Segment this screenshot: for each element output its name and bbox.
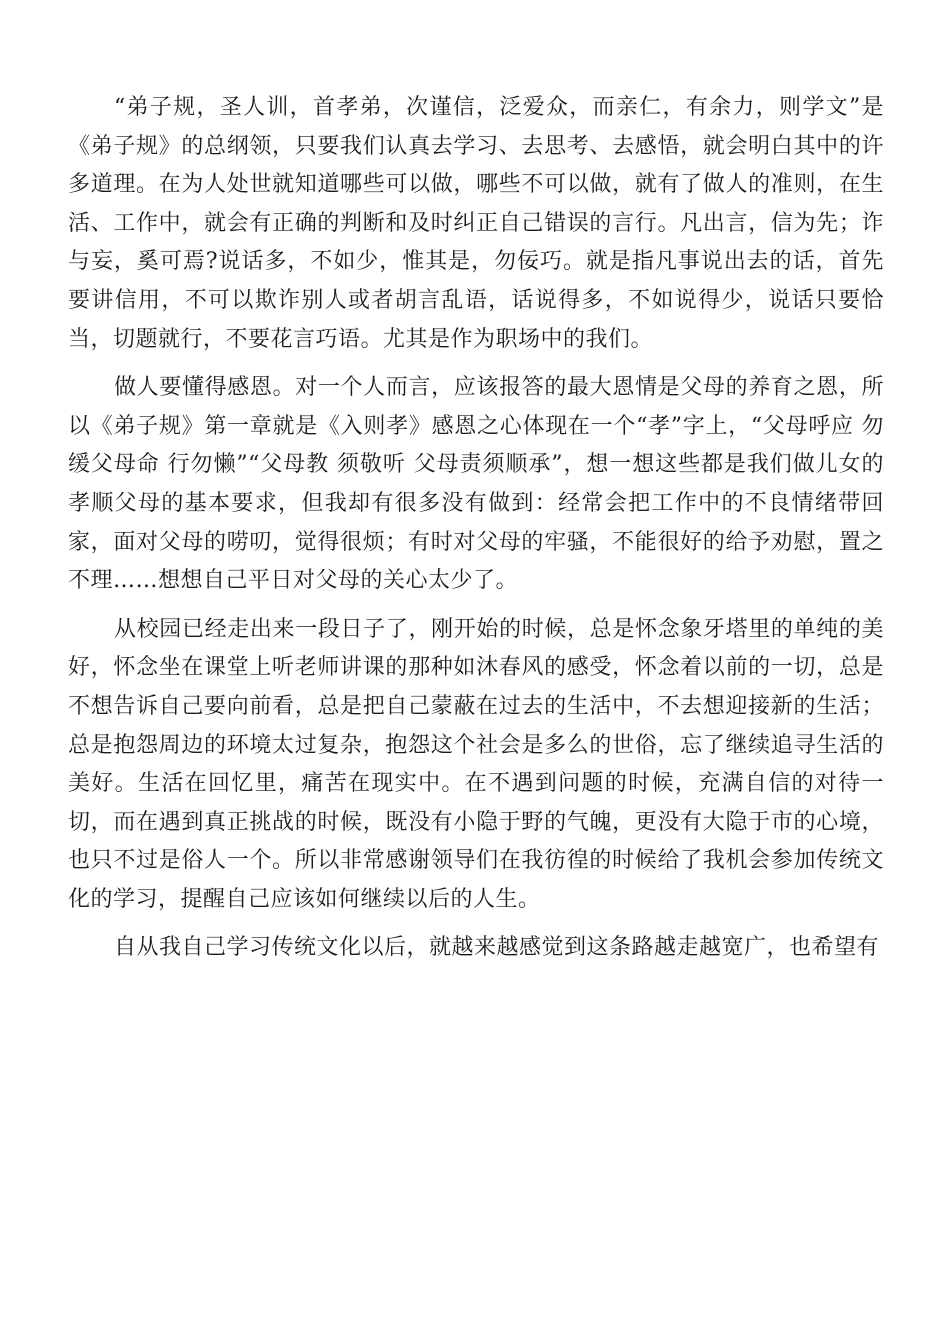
paragraph-4: 自从我自己学习传统文化以后，就越来越感觉到这条路越走越宽广，也希望有 [114,935,880,961]
paragraph-3: 从校园已经走出来一段日子了，刚开始的时候，总是怀念象牙塔里的单纯的美好，怀念坐在课堂上听老师讲课的那种如沐春风的感受，怀念着以前的一切，总是不想告诉自己要向前看，总是把自己蒙蔽在过去的生活中，不去想迎接新的生活；总是抱怨周边的环境太过复杂，抱怨这个社会是多么的世俗，忘了继续追寻生活的美好。生活在回忆里，痛苦在现实中。在不遇到问题的时候，充满自信的对待一切，而在遇到真正挑战的时候，既没有小隐于野的气魄，更没有大隐于市的心境，也只不过是俗人一个。所以非常感谢领导们在我彷徨的时候给了我机会参加传统文化的学习，提醒自己应该如何继续以后的人生。 [68,616,884,912]
paragraph-2: 做人要懂得感恩。对一个人而言，应该报答的最大恩情是父母的养育之恩，所以《弟子规》第一章就是《入则孝》感恩之心体现在一个“孝”字上，“父母呼应 勿缓父母命 行勿懒”“父母教 须敬听 父母责须顺承”，想一想这些都是我们做儿女的孝顺父母的基本要求，但我却有很多没有做到：经常会把工作中的不良情绪带回家，面对父母的唠叨，觉得很烦；有时对父母的牢骚，不能很好的给予劝慰，置之不理……想想自己平日对父母的关心太少了。 [68,375,884,594]
document-body [68,89,884,978]
paragraph-1: “弟子规，圣人训，首孝弟，次谨信，泛爱众，而亲仁，有余力，则学文”是《弟子规》的总纲领，只要我们认真去学习、去思考、去感悟，就会明白其中的许多道理。在为人处世就知道哪些可以做，哪些不可以做，就有了做人的准则，在生活、工作中，就会有正确的判断和及时纠正自己错误的言行。凡出言，信为先；诈与妄，奚可焉?说话多，不如少，惟其是，勿佞巧。就是指凡事说出去的话，首先要讲信用，不可以欺诈别人或者胡言乱语，话说得多，不如说得少，说话只要恰当，切题就行，不要花言巧语。尤其是作为职场中的我们。 [68,95,884,352]
